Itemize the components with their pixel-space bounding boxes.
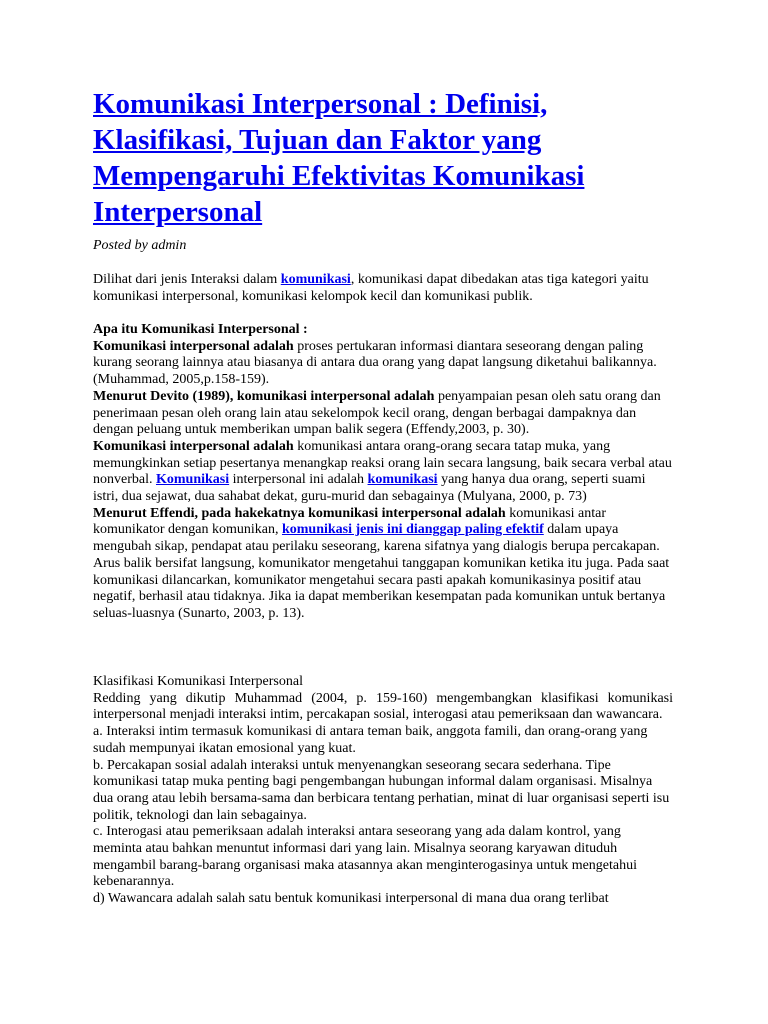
classification-item-b: b. Percakapan sosial adalah interaksi untuk menyenangkan seseorang secara sederhana. Tipe komunikasi tatap muka penting bagi pengembangan hubungan informal dalam organisasi. Misalnya dua orang atau lebih bersama-sama dan berbicara tentang perhatian, minat di luar organisasi seperti isu politik, teknologi dan lain sebagainya. [93, 757, 670, 823]
def4-bold: Menurut Effendi, pada hakekatnya komunikasi interpersonal adalah [93, 505, 506, 521]
def3-text-3: yang hanya dua orang, seperti suami istri, dua sejawat, dua sahabat dekat, guru-murid dan sebagainya (Mulyana, 2000, p. 73) [93, 472, 646, 505]
intro-text-1: Dilihat dari jenis Interaksi dalam [93, 272, 281, 287]
def3-text-2: interpersonal ini adalah [229, 472, 368, 488]
def4-text-2: dalam upaya mengubah sikap, pendapat atau perilaku seseorang, karena sifatnya yang dialogis berupa percakapan. Arus balik bersifat langsung, komunikator mengetahui tanggapan komunikan ketika itu juga. Pada saat komunikasi dilancarkan, komunikator mengetahui secara pasti apakah komunikasinya positif atau negatif, berhasil atau tidaknya. Jika ia dapat memberikan kesempatan pada komunikan untuk bertanya seluas-luasnya (Sunarto, 2003, p. 13). [93, 522, 670, 621]
section1-heading: Apa itu Komunikasi Interpersonal : [93, 322, 308, 337]
komunikasi-link-3[interactable]: komunikasi [367, 472, 438, 488]
komunikasi-link-2[interactable]: Komunikasi [155, 472, 230, 488]
def4-text-1: komunikasi antar komunikator dengan komunikan, [93, 505, 607, 538]
def2-text: penyampaian pesan oleh satu orang dan penerimaan pesan oleh orang lain atau sekelompok kecil orang, dengan berbagai dampaknya dan dengan peluang untuk memberikan umpan balik segera (Effendy,2003, p. 30). [93, 388, 661, 438]
intro-text-2: , komunikasi dapat dibedakan atas tiga kategori yaitu komunikasi interpersonal, komunikasi kelompok kecil dan komunikasi publik. [93, 272, 649, 304]
def1-bold: Komunikasi interpersonal adalah [93, 338, 294, 354]
paling-efektif-link[interactable]: komunikasi jenis ini dianggap paling efektif [281, 522, 544, 538]
article-title-link[interactable]: Komunikasi Interpersonal : Definisi, Klasifikasi, Tujuan dan Faktor yang Mempengaruhi Efektivitas Komunikasi Interpersonal [93, 88, 585, 228]
def1-text: proses pertukaran informasi diantara seseorang dengan paling kurang seorang lainnya atau biasanya di antara dua orang yang dapat langsung diketahui balikannya. (Muhammad, 2005,p.158-159). [93, 338, 657, 388]
komunikasi-link[interactable]: komunikasi [280, 272, 351, 287]
intro-paragraph [93, 272, 673, 305]
section2-heading: Klasifikasi Komunikasi Interpersonal [93, 674, 303, 689]
classification-item-d: d) Wawancara adalah salah satu bentuk komunikasi interpersonal di mana dua orang terlibat [93, 891, 609, 907]
def3-text-1: komunikasi antara orang-orang secara tatap muka, yang memungkinkan setiap pesertanya menangkap reaksi orang lain secara langsung, baik secara verbal atau nonverbal. [93, 438, 672, 488]
posted-by: Posted by admin [93, 238, 187, 253]
classification-item-a: a. Interaksi intim termasuk komunikasi di antara teman baik, anggota famili, dan orang-orang yang sudah mempunyai ikatan emosional yang kuat. [93, 724, 648, 756]
classification-intro: Redding yang dikutip Muhammad (2004, p. 159-160) mengembangkan klasifikasi komunikasi interpersonal menjadi interaksi intim, percakapan sosial, interogasi atau pemeriksaan dan wawancara. [93, 690, 673, 723]
def2-bold: Menurut Devito (1989), komunikasi interpersonal adalah [93, 388, 435, 404]
definitions-block [93, 322, 673, 623]
def3-bold: Komunikasi interpersonal adalah [93, 438, 294, 454]
classification-block [93, 674, 673, 908]
classification-item-c: c. Interogasi atau pemeriksaan adalah interaksi antara seseorang yang ada dalam kontrol, yang meminta atau bahkan menuntut informasi dari yang lain. Misalnya seorang karyawan dituduh mengambil barang-barang organisasi maka atasannya akan menginterogasinya untuk mengetahui kebenarannya. [93, 824, 638, 890]
